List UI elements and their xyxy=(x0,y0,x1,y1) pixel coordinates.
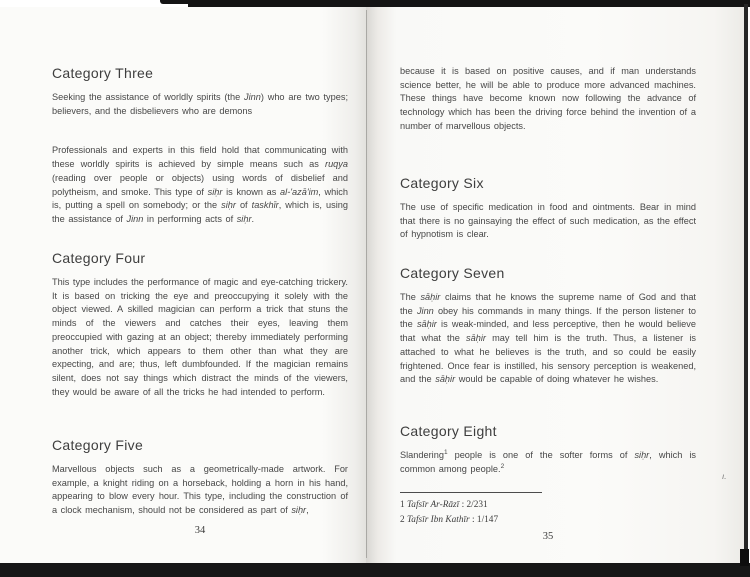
page-number-right: 35 xyxy=(542,531,554,542)
scan-top-band-taper xyxy=(160,0,190,4)
scan-top-band xyxy=(188,0,750,7)
paragraph: Slandering$^1$ people is one of the softer forms of siḥr, which is common among people.$^2$ xyxy=(400,448,696,474)
section-heading: Category Three xyxy=(52,65,154,81)
left-page-content xyxy=(52,7,348,563)
section-heading: Category Five xyxy=(52,437,144,453)
section-heading: Category Seven xyxy=(400,265,505,281)
paragraph: because it is based on positive causes, and if man understands science better, he will be able to produce more advanced machines. These things have become known now following the advance of technology which has been the driving force behind the invention of a number of marvellous objects. xyxy=(400,66,696,131)
ink-speck-artifact: ı. xyxy=(722,472,727,481)
paragraph: The sāḥir claims that he knows the supreme name of God and that the Jinn obey his commands in many things. If the person listener to the sāḥir is weak-minded, and less perceptive, then he would believe that what the sāḥir may tell him is the truth. Thus, a listener is attached to what he believes is the truth, and so could be easily frightened. Once fear is instilled, his sensory perception is weakened, and the sāḥir would be capable of doing whatever he wishes. xyxy=(400,292,696,385)
section-category-six xyxy=(400,175,696,268)
section-category-eight xyxy=(400,423,696,502)
scan-right-edge xyxy=(744,4,748,565)
footnote-divider xyxy=(400,492,542,493)
right-page-content xyxy=(400,7,727,563)
right-page xyxy=(366,7,744,563)
footnotes xyxy=(400,498,696,527)
scan-corner-mark xyxy=(740,549,749,566)
footnote-line: 1 Tafsīr Ar-Rāzī : 2/231 xyxy=(400,500,488,510)
left-page xyxy=(0,7,366,563)
section-heading: Category Four xyxy=(52,250,146,266)
paragraph: Seeking the assistance of worldly spirits (the Jinn) who are two types; believers, and the disbelievers who are demons xyxy=(52,92,348,116)
page-number-left: 34 xyxy=(194,525,206,536)
section-category-three xyxy=(52,65,348,253)
section-category-seven xyxy=(400,265,696,413)
paragraph: This type includes the performance of magic and eye-catching trickery. It is based on tricking the eye and preoccupying it solely with the object viewed. A skilled magician can perform a trick that stuns the minds of the viewers and catches their eyes, leaving them preoccupied with gazing at an object; thereby immediately performing another trick, which appears to them other than what they are expecting, and are; thus, left dumbfounded. If the magician remains silent, does not say things which distract the minds of the viewers, they would be aware of all the tricks he had intended to perform. xyxy=(52,277,348,397)
paragraph: Marvellous objects such as a geometrically-made artwork. For example, a knight riding on a horseback, holding a horn in his hand, appearing to blow every hour. This type, including the construction of a clock mechanism, should not be considered as part of siḥr, xyxy=(52,464,348,516)
continuation-section xyxy=(400,65,696,160)
paragraph: The use of specific medication in food and ointments. Bear in mind that there is no gainsaying the effect of such medication, as the effect of hypnotism is clear. xyxy=(400,202,696,240)
section-category-four xyxy=(52,250,348,425)
scan-bottom-band xyxy=(0,563,750,577)
section-heading: Category Eight xyxy=(400,423,497,439)
section-heading: Category Six xyxy=(400,175,484,191)
footnote-line: 2 Tafsīr Ibn Kathīr : 1/147 xyxy=(400,514,499,525)
paragraph: Professionals and experts in this field hold that communicating with these worldly spirits is achieved by simple means such as ruqya (reading over people or objects) using words of disbelief and polytheism, and smoke. This type of siḥr is known as al-'azā'im, which is, putting a spell on somebody; or the siḥr of taskhīr, which is, using the assistance of Jinn in performing acts of siḥr. xyxy=(52,145,348,224)
book-spine-line xyxy=(366,10,367,558)
